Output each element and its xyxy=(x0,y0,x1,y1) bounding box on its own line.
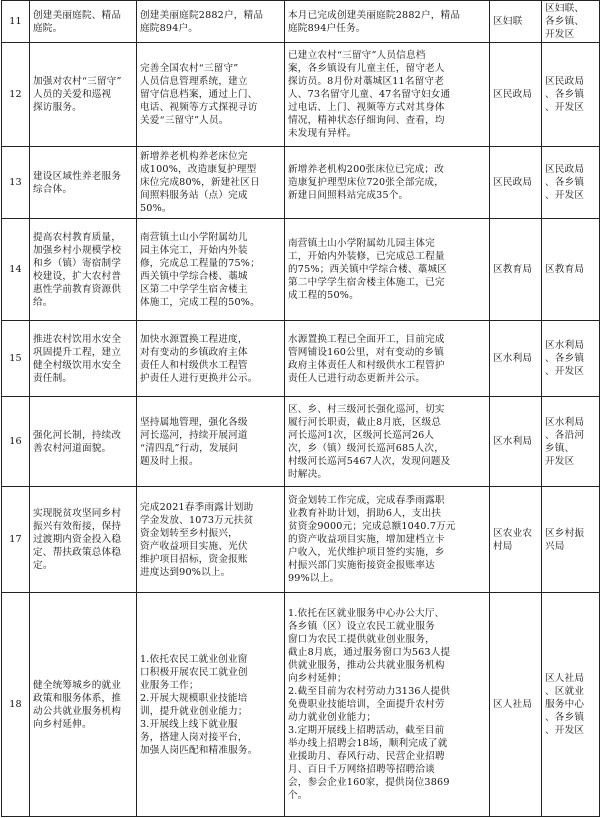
plan-cell: 坚持属地管理，强化各级 河长巡河，持续开展河道 “清四乱”行动，发展问 题及时上报。 xyxy=(137,397,285,487)
lead-unit-cell: 区水利局 xyxy=(490,397,542,487)
lead-unit-cell: 区妇联 xyxy=(490,1,542,43)
responsible-unit-cell: 区教育局 xyxy=(542,219,600,321)
table-row xyxy=(2,43,600,147)
row-number: 15 xyxy=(2,321,30,397)
lead-unit-cell: 区教育局 xyxy=(490,219,542,321)
table-row xyxy=(2,147,600,219)
progress-cell: 本月已完成创建美丽庭院2882户，精品 庭院894户任务。 xyxy=(285,1,490,43)
lead-unit-cell: 区民政局 xyxy=(490,147,542,219)
row-number: 16 xyxy=(2,397,30,487)
task-cell: 建设区域性养老服务 综合体。 xyxy=(30,147,137,219)
lead-unit-cell: 区水利局 xyxy=(490,321,542,397)
plan-cell: 1.依托农民工就业创业窗 口积极开展农民工就业创 业服务工作； 2.开展大规模职业技能培 训，提升就业创业能力； 3.开展线上线下就业服 务，搭建人岗对接平台， 加强人岗匹配和精准服务。 xyxy=(137,593,285,817)
row-number: 14 xyxy=(2,219,30,321)
task-cell: 加强对农村“三留守” 人员的关爱和巡视 探访服务。 xyxy=(30,43,137,147)
responsible-unit-cell: 区民政局 、各乡镇 、开发区 xyxy=(542,147,600,219)
task-cell: 推进农村饮用水安全 巩固提升工程，建立 健全村级饮用水安全 责任制。 xyxy=(30,321,137,397)
row-number: 18 xyxy=(2,593,30,817)
responsible-unit-cell: 区妇联、 各乡镇、 开发区 xyxy=(542,1,600,43)
plan-table xyxy=(1,0,600,817)
progress-cell: 1.依托在区就业服务中心办公大厅、 各乡镇（区）设立农民工就业服务 窗口为农民工提供就业创业服务， 截止8月底，通过服务窗口为563人提 供就业服务，推动公共就业服务机构 向乡村延伸； 2.截至目前为农村劳动力3136人提供 免费职业技能培训，全面提升农村劳 动力就业创业能力； 3.定期开展线上招聘活动，截至目前 举办线上招聘会18场，顺利完成了就 业援助月、春风行动、民营企业招聘 月、百日千万网络招聘等招聘洽谈 会，参会企业160家，提供岗位3869 个。 xyxy=(285,593,490,817)
row-number: 13 xyxy=(2,147,30,219)
plan-cell: 新增养老机构养老床位完 成100%，改造康复护理型 床位完成80%，新建社区日 间照料服务站（点）完成 50%。 xyxy=(137,147,285,219)
responsible-unit-cell: 区水利局 、各沿河 乡镇、 开发区 xyxy=(542,397,600,487)
responsible-unit-cell: 区乡村振 兴局 xyxy=(542,487,600,593)
plan-cell: 加快水源置换工程进度， 对有变动的乡镇政府主体 责任人和村级供水工程管 护责任人进行更换并公示。 xyxy=(137,321,285,397)
progress-cell: 资金划转工作完成，完成春季雨露职 业教育补助计划，捐助6人，支出扶 贫资金9000元；完成总额1040.7万元 的资产收益项目实施，增加建档立卡 户收入，光伏维护项目签约实施，乡 村振兴部门实施衔接资金报账率达 99%以上。 xyxy=(285,487,490,593)
task-cell: 创建美丽庭院、精品 庭院。 xyxy=(30,1,137,43)
plan-cell: 南营镇土山小学附属幼儿 园主体完工，开始内外装 修，完成总工程量的75%； 西关镇中学综合楼、藁城 区第二中学学生宿舍楼主 体施工，完成工程的50%。 xyxy=(137,219,285,321)
task-cell: 实现脱贫攻坚同乡村 振兴有效衔接，保持 过渡期内资金投入稳 定、帮扶政策总体稳 定。 xyxy=(30,487,137,593)
task-cell: 健全统筹城乡的就业 政策和服务体系，推 动公共就业服务机构 向乡村延伸。 xyxy=(30,593,137,817)
table-row xyxy=(2,321,600,397)
plan-cell: 创建美丽庭院2882户，精品 庭院894户。 xyxy=(137,1,285,43)
table-row xyxy=(2,1,600,43)
responsible-unit-cell: 区民政局 、各乡镇 、开发区 xyxy=(542,43,600,147)
lead-unit-cell: 区人社局 xyxy=(490,593,542,817)
progress-cell: 已建立农村“三留守”人员信息档 案，各乡镇设有儿童主任，留守老人 探访员。8月份对藁城区11名留守老 人、73名留守儿童、47名留守妇女通 过电话、上门、视频等方式对其身体 情况，精神状态仔细询问、查看，均 未发现有异样。 xyxy=(285,43,490,147)
table-row xyxy=(2,219,600,321)
progress-cell: 水源置换工程已全面开工，目前完成 管网铺设160公里，对有变动的乡镇 政府主体责任人和村级供水工程管护 责任人已进行动态更新并公示。 xyxy=(285,321,490,397)
task-cell: 强化河长制，持续改 善农村河道面貌。 xyxy=(30,397,137,487)
plan-cell: 完成2021春季雨露计划助 学金发放、1073万元扶贫 资金划转至乡村振兴， 资产收益项目实施、光伏 维护项目招标，资金报账 进度达到90%以上。 xyxy=(137,487,285,593)
table-row xyxy=(2,397,600,487)
table-row xyxy=(2,593,600,817)
plan-cell: 完善全国农村“三留守” 人员信息管理系统，建立 留守信息档案，通过上门、 电话、视频等方式探视寻访 关爱“三留守”人员。 xyxy=(137,43,285,147)
progress-cell: 南营镇土山小学附属幼儿园主体完 工，开始内外装修，已完成总工程量 的75%；西关镇中学综合楼、藁城区 第二中学学生宿舍楼主体施工，已完 成工程的50%。 xyxy=(285,219,490,321)
table-row xyxy=(2,487,600,593)
progress-cell: 新增养老机构200张床位已完成；改 造康复护理型床位720张全部完成， 新建日间照料站完成35个。 xyxy=(285,147,490,219)
task-cell: 提高农村教育质量， 加强乡村小规模学校 和乡（镇）寄宿制学 校建设，扩大农村普 惠性学前教育资源供 给。 xyxy=(30,219,137,321)
responsible-unit-cell: 区水利局 、各乡镇 、开发区 xyxy=(542,321,600,397)
row-number: 17 xyxy=(2,487,30,593)
lead-unit-cell: 区农业农 村局 xyxy=(490,487,542,593)
row-number: 11 xyxy=(2,1,30,43)
responsible-unit-cell: 区人社局 、区就业 服务中心 、各乡镇 、开发区 xyxy=(542,593,600,817)
row-number: 12 xyxy=(2,43,30,147)
lead-unit-cell: 区民政局 xyxy=(490,43,542,147)
progress-cell: 区、乡、村三级河长强化巡河，切实 履行河长职责，截止8月底，区级总 河长巡河1次，区级河长巡河26人 次，乡（镇）级河长巡河685人次， 村级河长巡河5467人次，发现问题及 时解决。 xyxy=(285,397,490,487)
